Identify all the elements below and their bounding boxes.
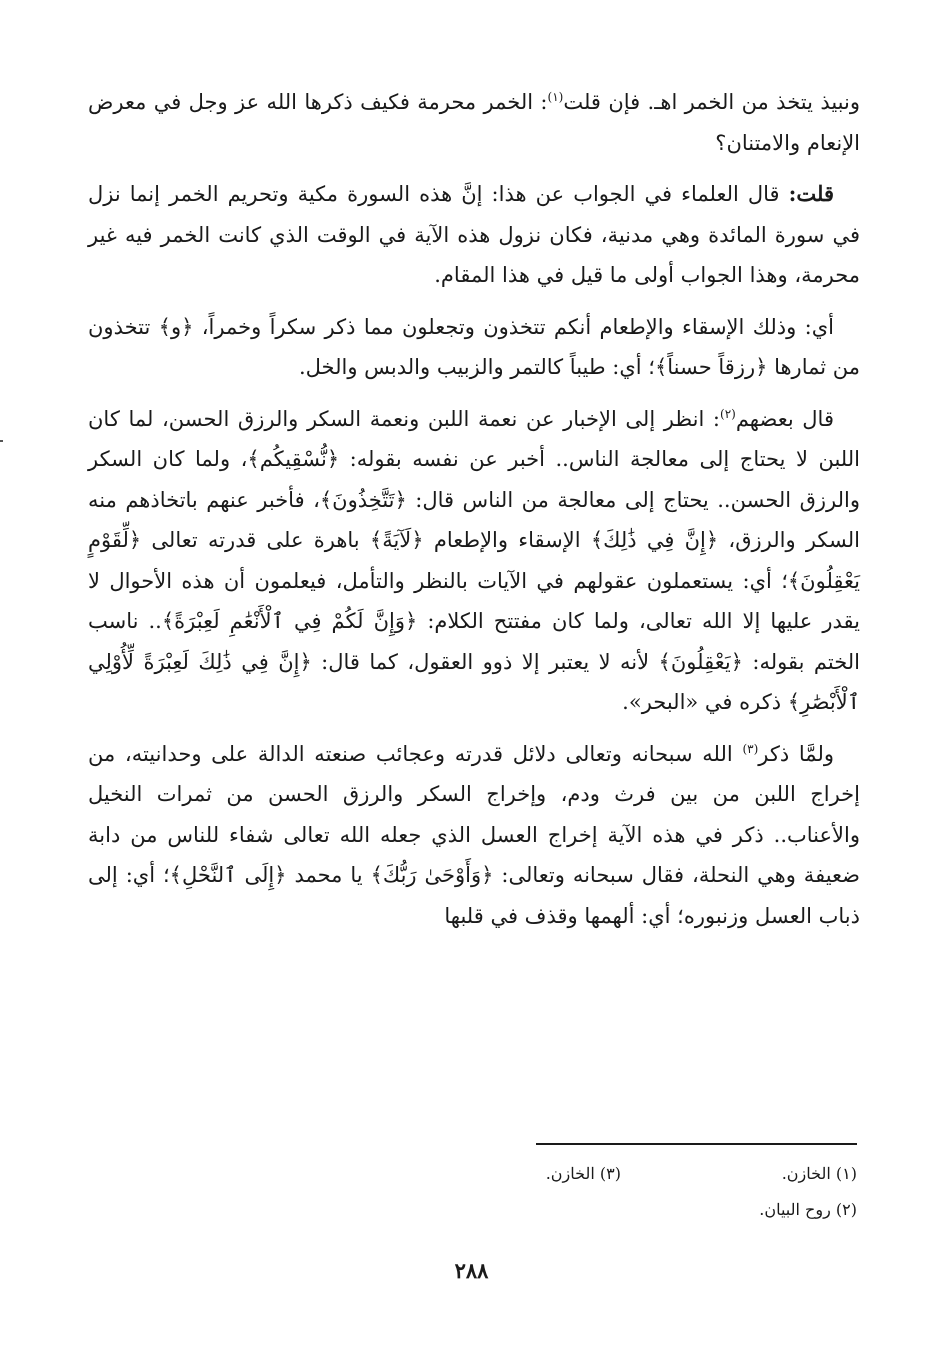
page-number: ٢٨٨ — [454, 1258, 489, 1283]
footnote-3-text: الخازن. — [545, 1164, 595, 1183]
footnote-3 — [421, 1156, 621, 1192]
paragraph-2-lead: قلت: — [788, 181, 834, 206]
footnote-row-1 — [88, 1156, 857, 1192]
paragraph-2 — [88, 174, 860, 296]
paragraph-2-text: قال العلماء في الجواب عن هذا: إنَّ هذه السورة مكية وتحريم الخمر إنما نزل في سورة المائدة وهي مدنية، فكان نزول هذه الآية في الوقت الذي كانت الخمر فيه غير محرمة، وهذا الجواب أولى ما قيل في هذا المقام. — [88, 182, 860, 287]
footnote-row-2 — [88, 1192, 857, 1228]
footnote-1 — [621, 1156, 857, 1192]
footnote-ref-2: (٢) — [720, 406, 736, 421]
paragraph-1-before: ونبيذ يتخذ من الخمر اهـ. فإن قلت — [563, 90, 860, 114]
footnote-ref-3: (٣) — [742, 741, 759, 756]
paragraph-5-after: الله سبحانه وتعالى دلائل قدرته وعجائب صنعته الدالة على وحدانيته، من إخراج اللبن من بين فرث ودم، وإخراج السكر والرزق الحسن من ثمرات النخيل والأعناب.. ذكر في هذه الآية إخراج العسل الذي جعله الله تعالى شفاء للناس من دابة ضعيفة وهي النحلة، فقال سبحانه وتعالى: ﴿وَأَوْحَىٰ رَبُّكَ﴾ يا محمد ﴿إِلَى ٱلنَّحْلِ﴾؛ أي: إلى ذباب العسل وزنبوره؛ أي: ألهمها وقذف في قلبها — [88, 741, 860, 928]
footnotes — [88, 1156, 857, 1228]
footnote-3-number: (٣) — [599, 1164, 621, 1183]
paragraph-1 — [88, 82, 860, 163]
footnote-2 — [621, 1192, 857, 1228]
footnote-2-text: روح البيان. — [759, 1200, 831, 1219]
paragraph-4-after: : انظر إلى الإخبار عن نعمة اللبن ونعمة السكر والرزق الحسن، لما كان اللبن لا يحتاج إلى معالجة الناس.. أخبر عن نفسه بقوله: ﴿نُّسْقِيكُم﴾، ولما كان السكر والرزق الحسن.. يحتاج إلى معالجة من الناس قال: ﴿تَتَّخِذُونَ﴾، فأخبر عنهم باتخاذهم منه السكر والرزق، ﴿إِنَّ فِي ذَٰلِكَ﴾ الإسقاء والإطعام ﴿لَآيَةً﴾ باهرة على قدرته تعالى ﴿لِّقَوْمٍ يَعْقِلُونَ﴾؛ أي: يستعملون عقولهم في الآيات بالنظر والتأمل، فيعلمون أن هذه الأحوال لا يقدر عليها إلا الله تعالى، ولما كان مفتتح الكلام: ﴿وَإِنَّ لَكُمْ فِي ٱلْأَنْعَٰمِ لَعِبْرَةً﴾.. ناسب الختم بقوله: ﴿يَعْقِلُونَ﴾ لأنه لا يعتبر إلا ذوو العقول، كما قال: ﴿إِنَّ فِي ذَٰلِكَ لَعِبْرَةً لِّأُوْلِي ٱلْأَبْصَٰرِ﴾ ذكره في «البحر». — [88, 406, 860, 714]
scan-mark — [0, 440, 3, 442]
footnote-1-text: الخازن. — [781, 1164, 831, 1183]
footnote-ref-1: (١) — [547, 90, 564, 104]
page-body — [88, 82, 860, 947]
footnote-2-number: (٢) — [835, 1200, 857, 1219]
paragraph-5 — [88, 734, 860, 937]
paragraph-3-text: أي: وذلك الإسقاء والإطعام أنكم تتخذون وتجعلون مما ذكر سكراً وخمراً، ﴿و﴾ تتخذون من ثمارها ﴿رزقاً حسناً﴾؛ أي: طيباً كالتمر والزبيب والدبس والخل. — [88, 314, 860, 379]
paragraph-4 — [88, 399, 860, 723]
paragraph-4-before: قال بعضهم — [735, 406, 834, 431]
paragraph-3 — [88, 307, 860, 388]
footnote-separator — [536, 1143, 857, 1145]
footnote-1-number: (١) — [835, 1164, 857, 1183]
paragraph-1-after: : الخمر محرمة فكيف ذكرها الله عز وجل في معرض الإنعام والامتنان؟ — [88, 90, 860, 155]
paragraph-5-before: ولمَّا ذكر — [758, 741, 834, 766]
